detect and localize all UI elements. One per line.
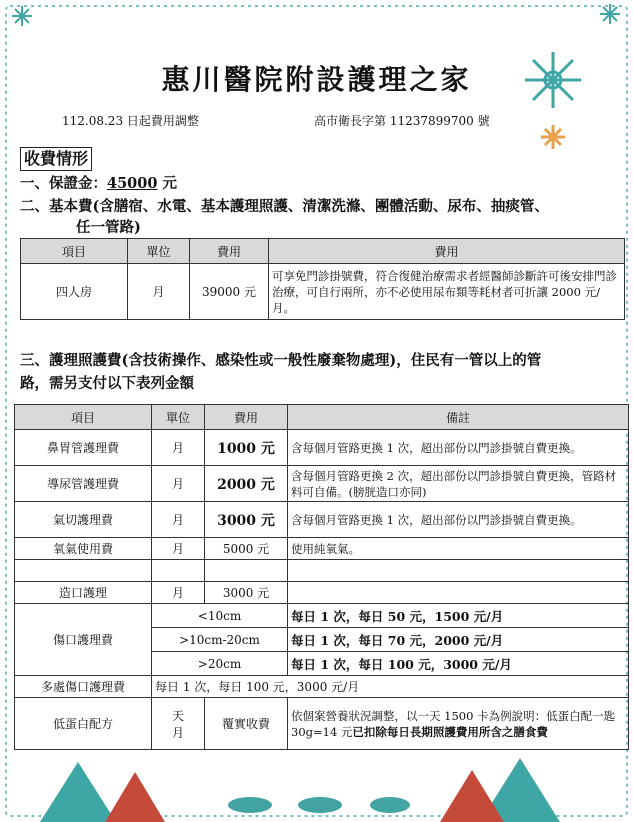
item-fee: 5000 元	[205, 538, 288, 560]
multi-wound-item: 多處傷口護理費	[15, 676, 152, 698]
item-name: 鼻胃管護理費	[15, 430, 152, 466]
multi-wound-rate: 每日 1 次，每日 100 元，3000 元/月	[152, 676, 629, 698]
protein-note	[288, 698, 629, 750]
basic-fee-line-1: 二、基本費(含膳宿、水電、基本護理照護、清潔洗滌、團體活動、尿布、抽痰管、	[20, 198, 549, 215]
room-note: 可享免門診掛號費，符合復健治療需求者經醫師診斷許可後安排門診治療，可自行兩所，亦不必使用尿布類等耗材者可折讓 2000 元/月。	[269, 264, 625, 320]
wound-rate: 每日 1 次，每日 100 元，3000 元/月	[288, 652, 629, 676]
empty-cell	[152, 560, 205, 582]
item-unit: 月	[152, 538, 205, 560]
item-name: 氧氣使用費	[15, 538, 152, 560]
protein-note-bold: 已扣除每日長期照護費用所含之膳食費	[352, 724, 548, 739]
nursing-fee-line-1: 三、護理照護費(含技術操作、感染性或一般性廢棄物處理)，住民有一管以上的管	[20, 352, 542, 369]
wound-size: <10cm	[152, 604, 288, 628]
deposit-amount: 45000	[107, 175, 158, 192]
item-note: 含每個月管路更換 2 次，超出部份以門診掛號自費更換，管路材料可自備。(膀胱造口亦同)	[288, 466, 629, 502]
table-row	[15, 582, 629, 604]
table-header: 費用	[269, 239, 625, 264]
table-row	[15, 538, 629, 560]
protein-item: 低蛋白配方	[15, 698, 152, 750]
empty-cell	[205, 560, 288, 582]
basic-fee-line-2: 任一管路)	[76, 219, 141, 236]
item-fee: 1000 元	[205, 430, 288, 466]
table-header: 費用	[205, 405, 288, 430]
item-fee: 2000 元	[205, 466, 288, 502]
deposit-line	[20, 173, 177, 195]
item-name: 造口護理	[15, 582, 152, 604]
nursing-fee-line-2: 路，需另支付以下表列金額	[20, 375, 194, 392]
table-header: 單位	[128, 239, 190, 264]
basic-fee-table	[20, 238, 625, 320]
deposit-prefix: 一、保證金：	[20, 175, 107, 192]
empty-cell	[288, 560, 629, 582]
protein-note-plain: 依個案營養狀況調整，以一天 1500 卡為例說明：低蛋白配一匙 30g=14 元	[291, 708, 616, 739]
table-row	[15, 466, 629, 502]
table-row	[21, 264, 625, 320]
table-header: 項目	[21, 239, 128, 264]
wound-item-name: 傷口護理費	[15, 604, 152, 676]
wound-size: >10cm-20cm	[152, 628, 288, 652]
item-note: 含每個月管路更換 1 次，超出部份以門診掛號自費更換。	[288, 502, 629, 538]
deposit-unit: 元	[162, 175, 178, 192]
room-type: 四人房	[21, 264, 128, 320]
empty-cell	[15, 560, 152, 582]
protein-fee: 覆實收費	[205, 698, 288, 750]
item-note: 使用純氧氣。	[288, 538, 629, 560]
table-header: 項目	[15, 405, 152, 430]
table-row	[15, 430, 629, 466]
page-title: 惠川醫院附設護理之家	[161, 63, 472, 96]
table-header: 費用	[190, 239, 269, 264]
table-row	[15, 676, 629, 698]
item-unit: 月	[152, 430, 205, 466]
item-name: 氣切護理費	[15, 502, 152, 538]
table-header: 備註	[288, 405, 629, 430]
item-note	[288, 582, 629, 604]
table-header: 單位	[152, 405, 205, 430]
table-row	[15, 502, 629, 538]
item-unit: 月	[152, 466, 205, 502]
room-fee: 39000 元	[190, 264, 269, 320]
wound-size: >20cm	[152, 652, 288, 676]
item-fee: 3000 元	[205, 582, 288, 604]
item-unit: 月	[152, 502, 205, 538]
table-row	[15, 698, 629, 750]
table-row	[15, 560, 629, 582]
item-note: 含每個月管路更換 1 次，超出部份以門診掛號自費更換。	[288, 430, 629, 466]
wound-rate: 每日 1 次，每日 50 元，1500 元/月	[288, 604, 629, 628]
table-row	[15, 604, 629, 628]
room-unit: 月	[128, 264, 190, 320]
wound-rate: 每日 1 次，每日 70 元，2000 元/月	[288, 628, 629, 652]
item-unit: 月	[152, 582, 205, 604]
item-fee: 3000 元	[205, 502, 288, 538]
nursing-fee-table	[14, 404, 629, 750]
license-number: 高市衛長字第 11237899700 號	[314, 114, 490, 128]
item-name: 導尿管護理費	[15, 466, 152, 502]
effective-date: 112.08.23 日起費用調整	[62, 114, 199, 128]
section-heading: 收費情形	[20, 147, 92, 171]
protein-unit: 天 月	[152, 698, 205, 750]
